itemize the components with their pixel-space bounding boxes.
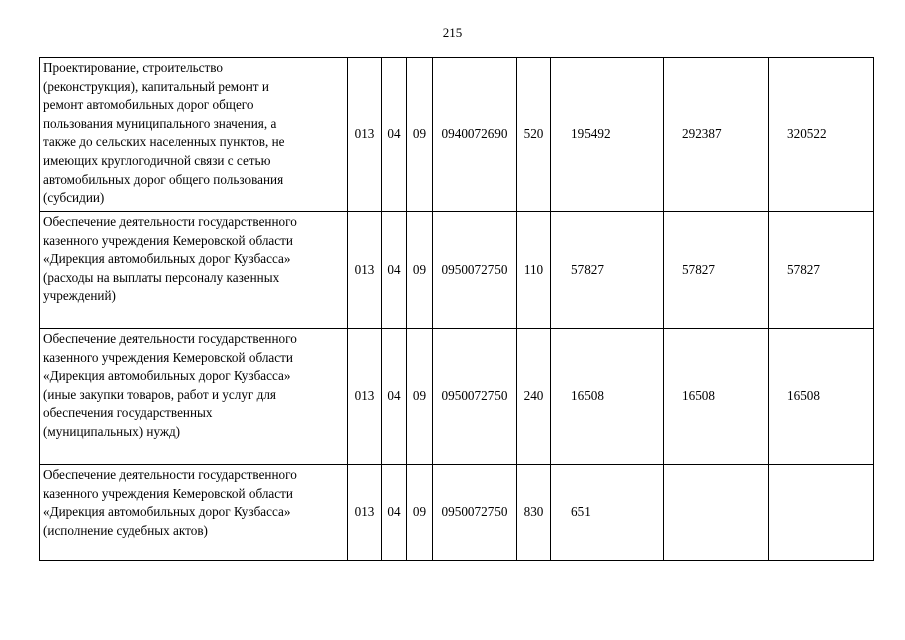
amount-year-3: [769, 58, 874, 212]
budget-table: [39, 57, 874, 561]
amount-year-2: [664, 58, 769, 212]
amount-value: 195492: [571, 126, 611, 142]
row-description: Проектирование, строительство (реконструкция), капитальный ремонт и ремонт автомобильных дорог общего пользования муниципального значения, а также до сельских населенных пунктов, не имеющих круглогодичной связи с сетью автомобильных дорог общего пользования (субсидии): [40, 58, 348, 212]
target-article-code: 0950072750: [433, 212, 517, 329]
subsection-code: 09: [407, 212, 433, 329]
amount-value: 16508: [787, 388, 820, 404]
amount-value: 57827: [787, 261, 820, 277]
table-row: [40, 212, 874, 329]
expense-type-code: 110: [517, 212, 551, 329]
amount-value: 292387: [682, 126, 722, 142]
ministry-code: 013: [348, 329, 382, 465]
amount-value: 16508: [571, 388, 604, 404]
amount-value: 57827: [571, 261, 604, 277]
expense-type-code: 830: [517, 465, 551, 561]
ministry-code: 013: [348, 465, 382, 561]
section-code: 04: [382, 58, 407, 212]
amount-value: 320522: [787, 126, 827, 142]
page-number: 215: [442, 25, 463, 40]
amount-year-1: [551, 329, 664, 465]
row-description: Обеспечение деятельности государственного казенного учреждения Кемеровской области «Дирекция автомобильных дорог Кузбасса» (иные закупки товаров, работ и услуг для обеспечения государственных (муниципальных) нужд): [40, 329, 348, 465]
table-row: [40, 465, 874, 561]
ministry-code: 013: [348, 58, 382, 212]
section-code: 04: [382, 212, 407, 329]
amount-year-1: [551, 212, 664, 329]
subsection-code: 09: [407, 465, 433, 561]
amount-year-1: [551, 58, 664, 212]
subsection-code: 09: [407, 58, 433, 212]
amount-year-2: [664, 465, 769, 561]
amount-year-2: [664, 212, 769, 329]
amount-year-1: [551, 465, 664, 561]
ministry-code: 013: [348, 212, 382, 329]
amount-year-3: [769, 465, 874, 561]
table-row: [40, 58, 874, 212]
amount-year-3: [769, 329, 874, 465]
target-article-code: 0950072750: [433, 465, 517, 561]
subsection-code: 09: [407, 329, 433, 465]
target-article-code: 0940072690: [433, 58, 517, 212]
row-description: Обеспечение деятельности государственного казенного учреждения Кемеровской области «Дирекция автомобильных дорог Кузбасса» (расходы на выплаты персоналу казенных учреждений): [40, 212, 348, 329]
amount-year-3: [769, 212, 874, 329]
row-description: Обеспечение деятельности государственного казенного учреждения Кемеровской области «Дирекция автомобильных дорог Кузбасса» (исполнение судебных актов): [40, 465, 348, 561]
target-article-code: 0950072750: [433, 329, 517, 465]
expense-type-code: 240: [517, 329, 551, 465]
table-row: [40, 329, 874, 465]
section-code: 04: [382, 329, 407, 465]
amount-value: 651: [571, 504, 591, 520]
amount-year-2: [664, 329, 769, 465]
expense-type-code: 520: [517, 58, 551, 212]
amount-value: 57827: [682, 261, 715, 277]
section-code: 04: [382, 465, 407, 561]
amount-value: 16508: [682, 388, 715, 404]
